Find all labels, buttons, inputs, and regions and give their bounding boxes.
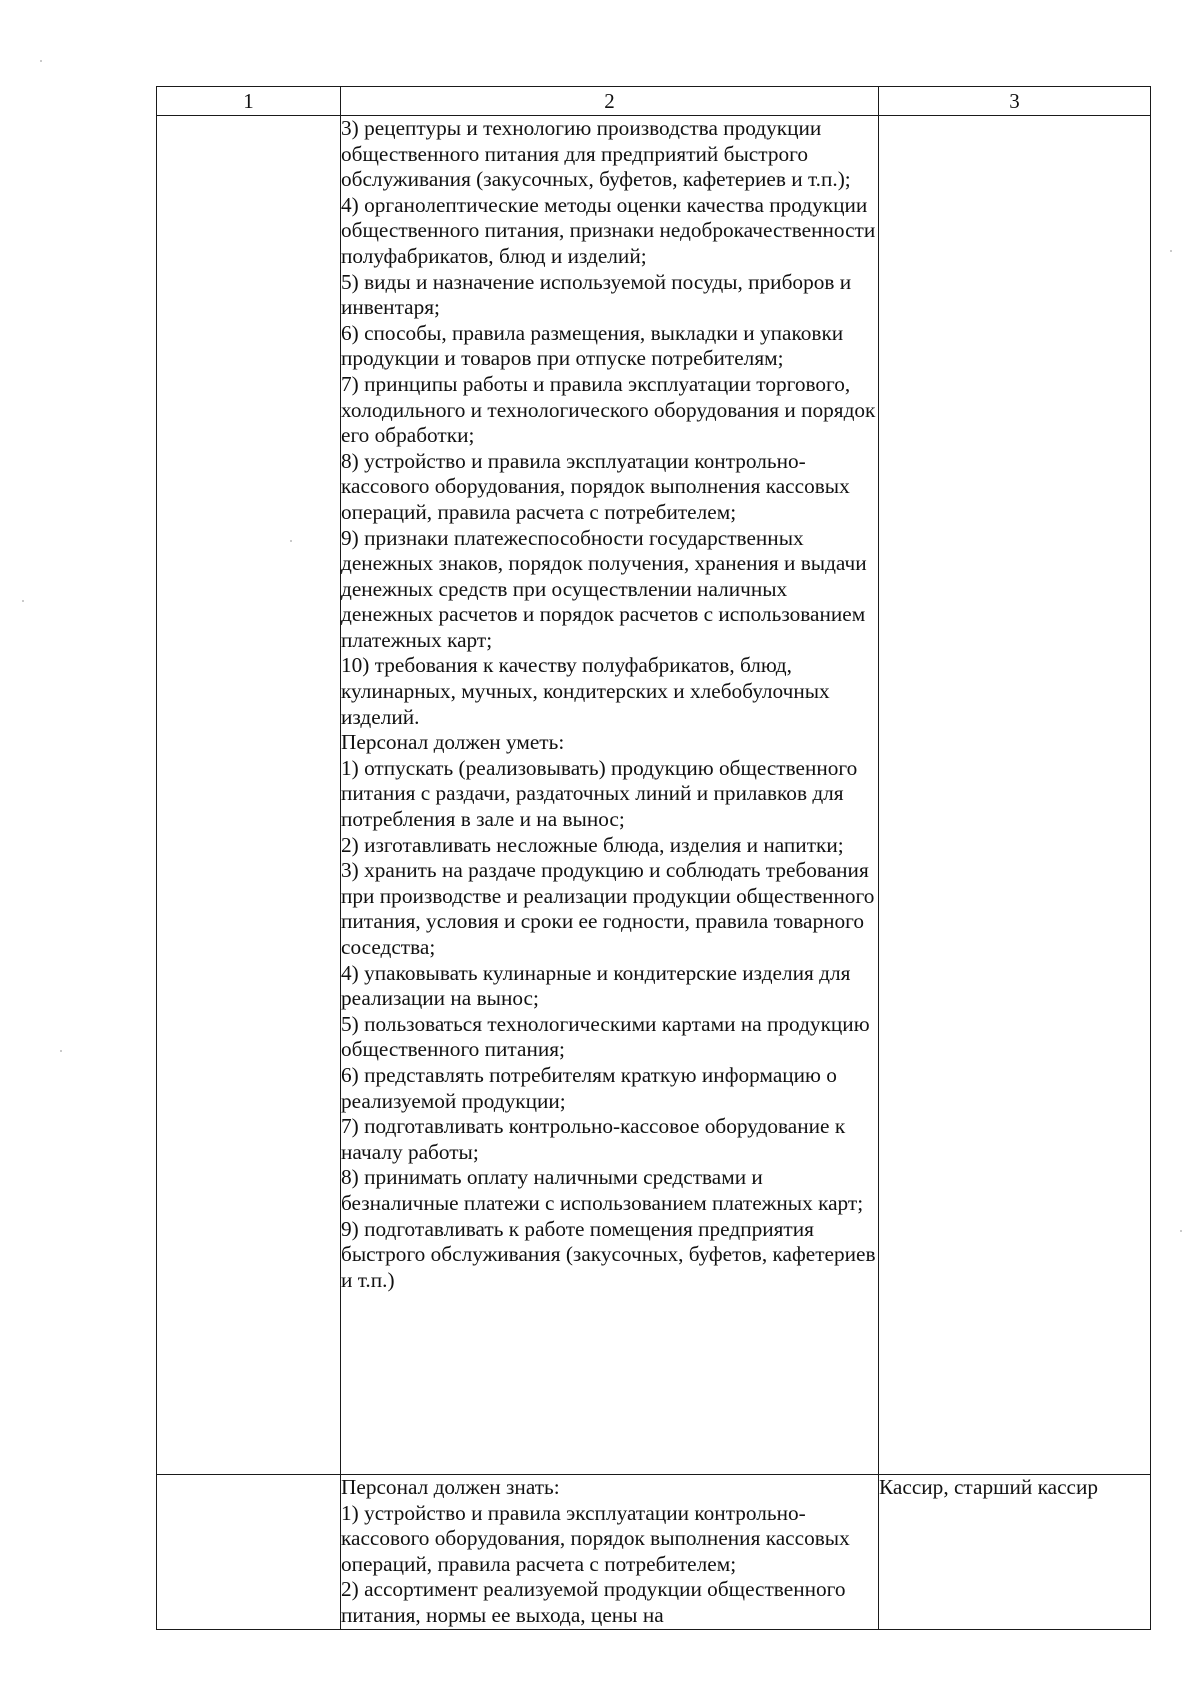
table-header-row [157, 87, 1151, 116]
row2-col2-cell [341, 1475, 879, 1630]
requirements-table [156, 86, 1151, 1630]
list-item: 6) представлять потребителям краткую информацию о реализуемой продукции; [341, 1062, 837, 1113]
list-item: 8) принимать оплату наличными средствами и безналичные платежи с использованием платежных карт; [341, 1165, 864, 1215]
row1-col3-cell [879, 116, 1151, 1475]
list-item: 9) признаки платежеспособности государственных денежных знаков, порядок получения, хранения и выдачи денежных средств при осуществлении наличных денежных расчетов и порядок расчетов с использованием платежных карт; [341, 525, 867, 652]
list-item: 3) хранить на раздаче продукцию и соблюдать требования при производстве и реализации продукции общественного питания, условия и сроки ее годности, правила товарного соседства; [341, 858, 875, 959]
list-item: 5) виды и назначение используемой посуды, приборов и инвентаря; [341, 269, 852, 320]
table-row [157, 1475, 1151, 1630]
list-item: 4) органолептические методы оценки качества продукции общественного питания, признаки недоброкачественности полуфабрикатов, блюд и изделий; [341, 192, 876, 268]
section-heading: Персонал должен знать: [341, 1475, 560, 1499]
list-item: 7) принципы работы и правила эксплуатации торгового, холодильного и технологического оборудования и порядок его обработки; [341, 371, 876, 448]
scan-speck [22, 600, 24, 602]
list-item: 7) подготавливать контрольно-кассовое оборудование к началу работы; [341, 1114, 846, 1164]
list-item: 9) подготавливать к работе помещения предприятия быстрого обслуживания (закусочных, буфетов, кафетериев и т.п.) [341, 1216, 876, 1292]
header-cell-3: 3 [879, 87, 1151, 116]
list-item: 10) требования к качеству полуфабрикатов, блюд, кулинарных, мучных, кондитерских и хлебобулочных изделий. [341, 653, 830, 729]
header-cell-2: 2 [341, 87, 879, 116]
list-item: 2) изготавливать несложные блюда, изделия и напитки; [341, 832, 844, 857]
scan-speck [1170, 250, 1172, 252]
list-item: 2) ассортимент реализуемой продукции общественного питания, нормы ее выхода, цены на [341, 1577, 846, 1627]
list-item: 4) упаковывать кулинарные и кондитерские изделия для реализации на вынос; [341, 960, 851, 1011]
scan-speck [40, 60, 42, 62]
header-cell-1: 1 [157, 87, 341, 116]
list-item: 8) устройство и правила эксплуатации контрольно-кассового оборудования, порядок выполнения кассовых операций, правила расчета с потребителем; [341, 448, 850, 524]
row1-col1-cell [157, 116, 341, 1475]
list-item: 6) способы, правила размещения, выкладки и упаковки продукции и товаров при отпуске потребителям; [341, 320, 844, 371]
list-item: 1) отпускать (реализовывать) продукцию общественного питания с раздачи, раздаточных линий и прилавков для потребления в зале и на вынос; [341, 755, 858, 832]
list-item: 3) рецептуры и технологию производства продукции общественного питания для предприятий быстрого обслуживания (закусочных, буфетов, кафетериев и т.п.); [341, 116, 851, 192]
scan-speck [60, 1050, 62, 1052]
table-row [157, 116, 1151, 1475]
section-heading: Персонал должен уметь: [341, 730, 565, 755]
scan-speck [1180, 1230, 1182, 1232]
row2-col1-cell [157, 1475, 341, 1630]
list-item: 1) устройство и правила эксплуатации контрольно-кассового оборудования, порядок выполнения кассовых операций, правила расчета с потребителем; [341, 1500, 850, 1576]
position-title-cell: Кассир, старший кассир [879, 1475, 1151, 1630]
list-item: 5) пользоваться технологическими картами на продукцию общественного питания; [341, 1011, 870, 1062]
row1-col2-cell [341, 116, 879, 1475]
